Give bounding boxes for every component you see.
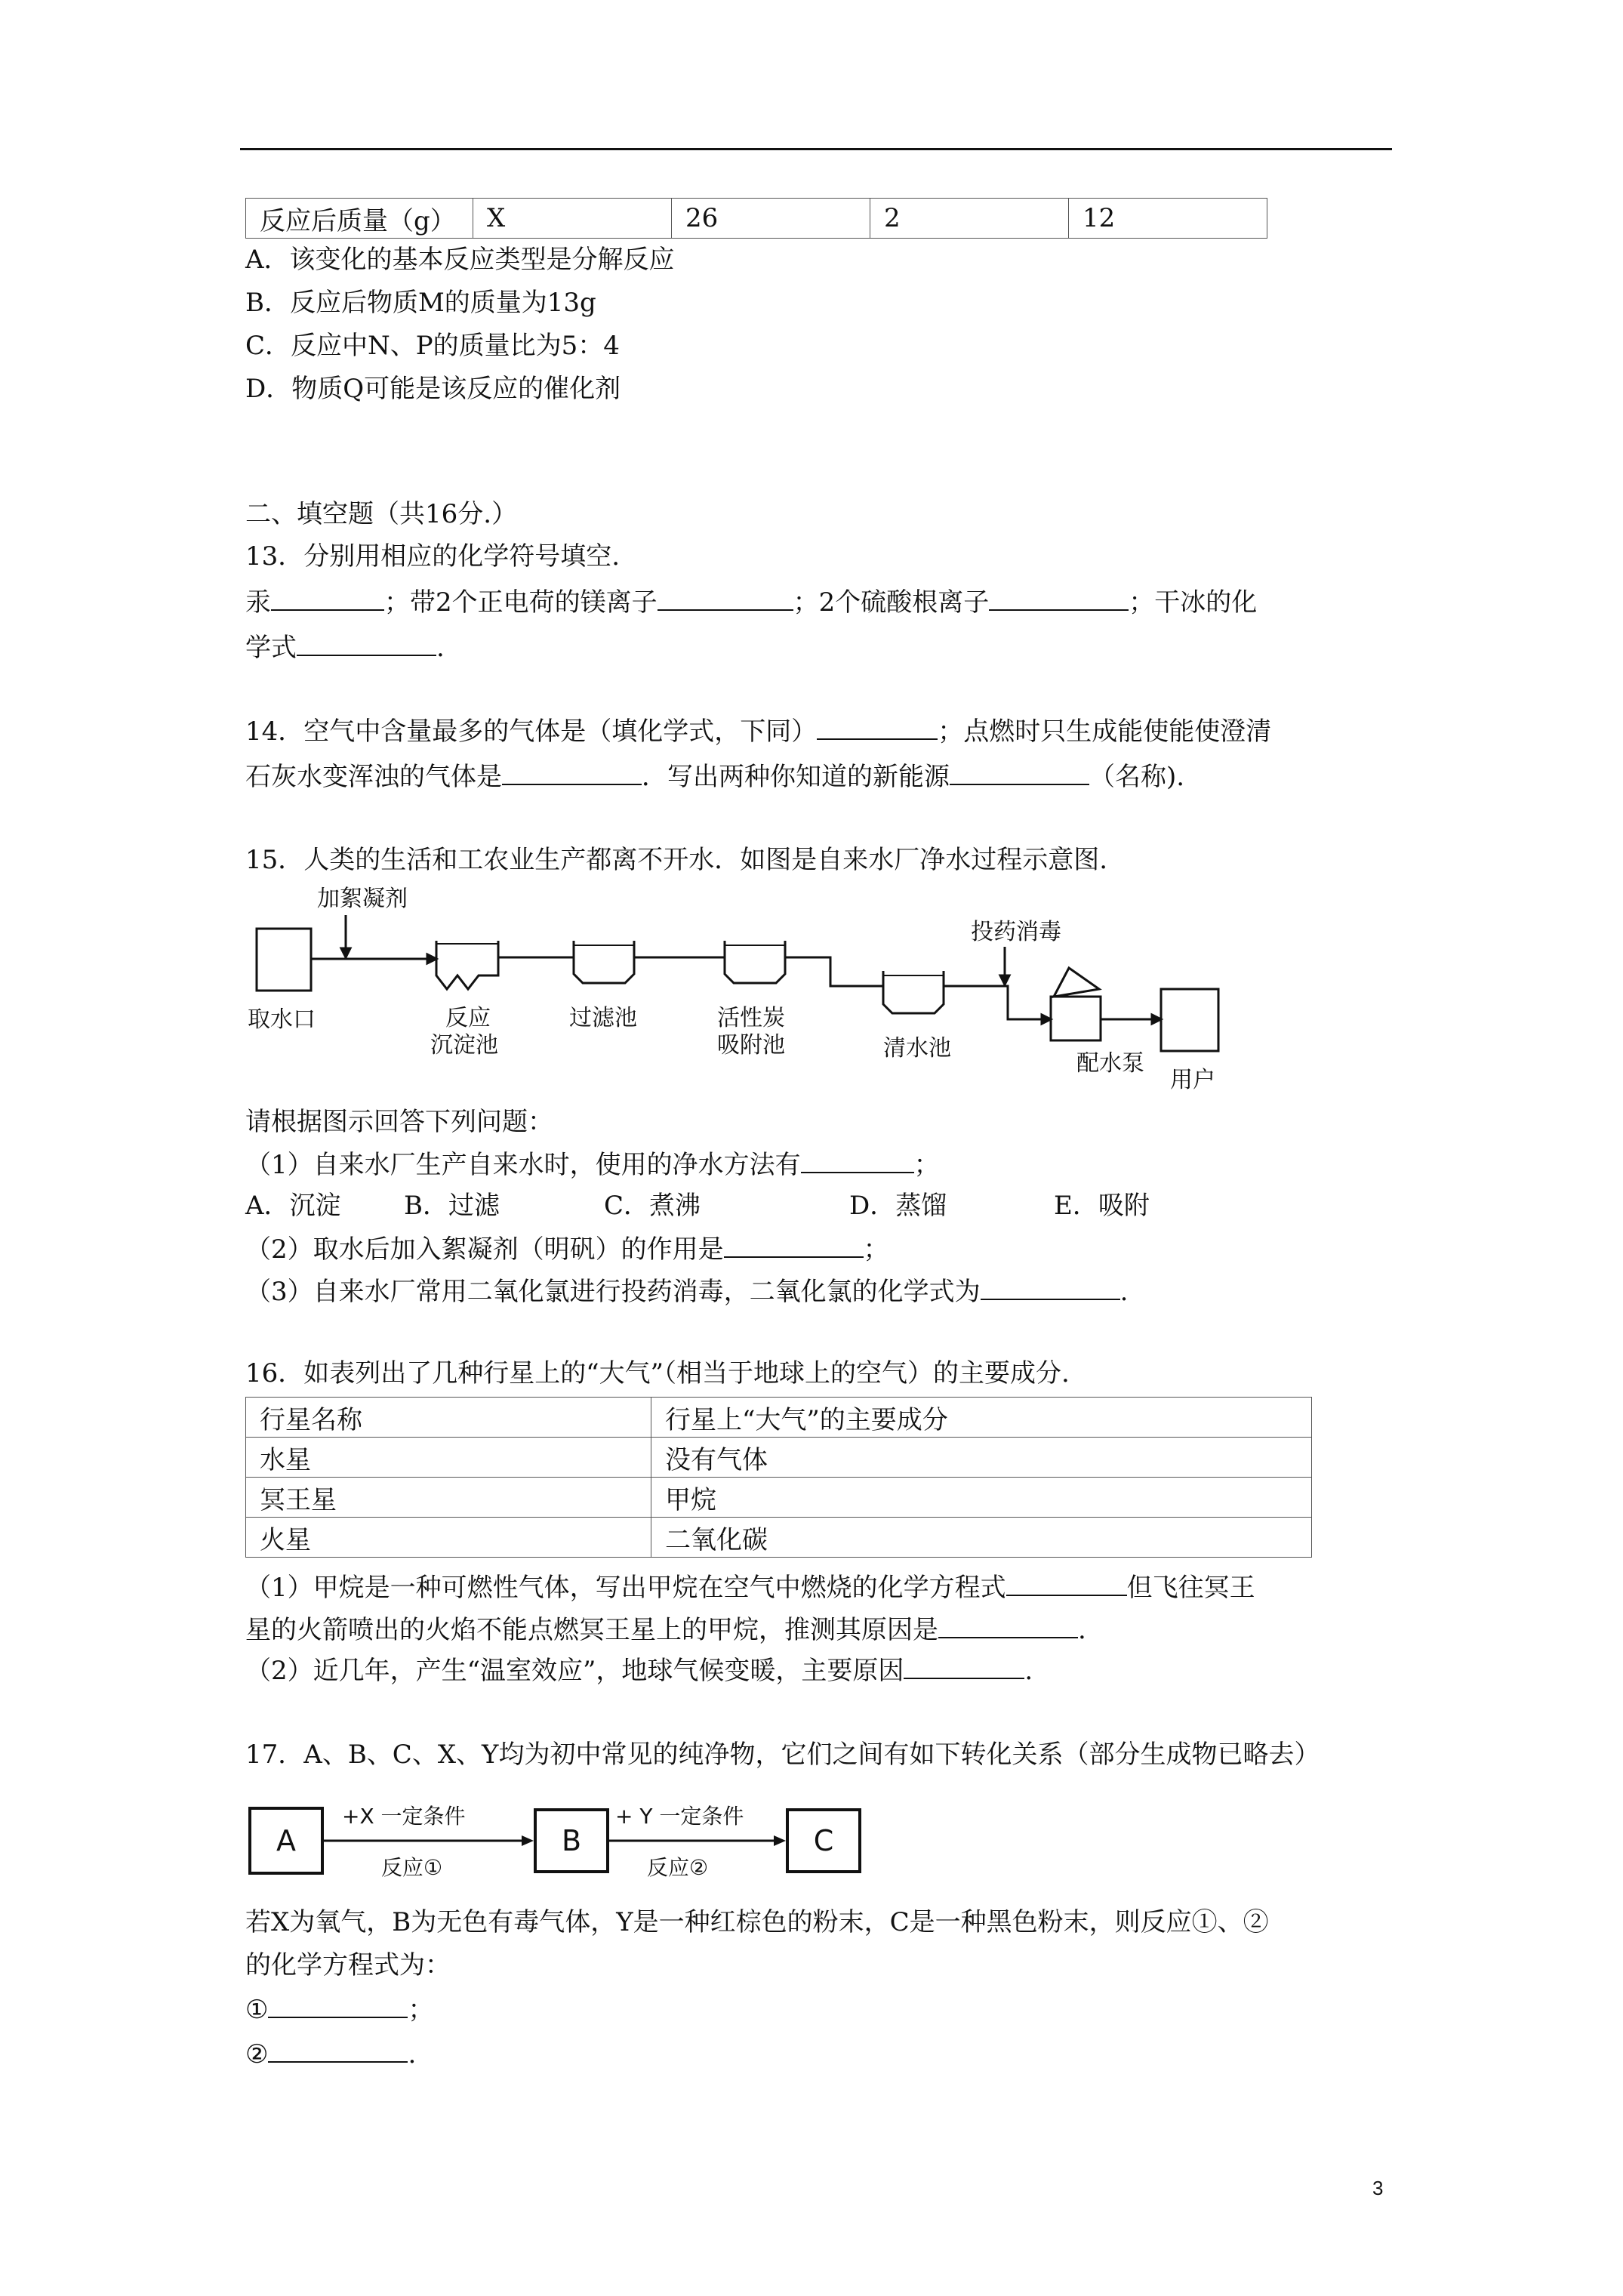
q13-text: 学式 — [245, 633, 297, 663]
q17-text: ① — [245, 1995, 269, 2025]
header-rule — [240, 148, 1392, 150]
q13-stem: 13．分别用相应的化学符号填空. — [245, 541, 621, 572]
table-cell: 行星上“大气”的主要成分 — [651, 1398, 1312, 1438]
table-cell: 行星名称 — [246, 1398, 651, 1438]
q16-text: . — [1078, 1615, 1086, 1645]
q15-p1 — [245, 1149, 940, 1180]
q15-p3 — [245, 1276, 1128, 1307]
table-cell: 26 — [672, 199, 870, 239]
q15-option-d: D．蒸馏 — [849, 1191, 947, 1221]
option-c: C．反应中N、P的质量比为5：4 — [245, 331, 620, 361]
arrow1-bottom-label: 反应① — [381, 1855, 443, 1880]
answer-blank[interactable] — [950, 761, 1089, 785]
table-row — [246, 1518, 1312, 1558]
answer-blank[interactable] — [502, 761, 642, 785]
table-row — [246, 1478, 1312, 1518]
q16-p1-line2 — [245, 1614, 1086, 1645]
pump-top — [1054, 968, 1099, 997]
q13-text: 汞 — [245, 587, 271, 618]
intake-box — [257, 929, 311, 991]
answer-blank[interactable] — [297, 632, 436, 656]
answer-blank[interactable] — [817, 716, 938, 740]
q16-text: （1）甲烷是一种可燃性气体，写出甲烷在空气中燃烧的化学方程式 — [245, 1573, 1006, 1603]
answer-blank[interactable] — [981, 1276, 1120, 1300]
label-disinfect: 投药消毒 — [971, 919, 1061, 945]
q15-option-e: E．吸附 — [1054, 1191, 1150, 1221]
box-b-label: B — [561, 1824, 582, 1857]
arrow1-top-label: +X 一定条件 — [342, 1804, 466, 1829]
table-cell: 甲烷 — [651, 1478, 1312, 1518]
q14-text: 14．空气中含量最多的气体是（填化学式，下同） — [245, 717, 818, 747]
reaction-tank — [436, 941, 498, 989]
table-row — [246, 199, 1267, 239]
option-a: A．该变化的基本反应类型是分解反应 — [245, 245, 675, 275]
q16-p1-line1 — [245, 1572, 1255, 1603]
user-box — [1161, 989, 1218, 1051]
label-filter: 过滤池 — [569, 1005, 637, 1031]
option-b: B．反应后物质M的质量为13g — [245, 288, 596, 318]
table-cell: 二氧化碳 — [651, 1518, 1312, 1558]
q14-text: （名称). — [1089, 762, 1185, 792]
q15-option-c: C．煮沸 — [604, 1191, 701, 1221]
q16-p2 — [245, 1655, 1033, 1686]
q15-option-a: A．沉淀 — [245, 1191, 341, 1221]
carbon-tank — [725, 941, 785, 983]
q17-answer2 — [245, 2039, 416, 2069]
answer-blank[interactable] — [801, 1149, 914, 1173]
q16-text: （2）近几年，产生“温室效应”，地球气候变暖，主要原因 — [245, 1656, 904, 1686]
answer-blank[interactable] — [268, 2039, 408, 2063]
table-row — [246, 1398, 1312, 1438]
table-cell: 火星 — [246, 1518, 651, 1558]
q13-text: . — [436, 633, 445, 663]
clear-water-tank — [883, 971, 944, 1013]
label-intake: 取水口 — [248, 1006, 316, 1033]
q17-answer1 — [245, 1994, 433, 2025]
q13-text: ；2个硫酸根离子 — [793, 587, 990, 618]
label-clear: 清水池 — [883, 1035, 951, 1062]
label-carbon-1: 活性炭 — [717, 1005, 785, 1031]
page-number: 3 — [1372, 2177, 1384, 2199]
q17-text: ； — [408, 1995, 434, 2025]
q15-text: . — [1119, 1277, 1129, 1307]
answer-blank[interactable] — [938, 1614, 1078, 1638]
label-coagulant: 加絮凝剂 — [317, 886, 408, 912]
label-reaction-2: 沉淀池 — [430, 1032, 498, 1059]
q17-line2: 的化学方程式为： — [245, 1950, 451, 1980]
answer-blank[interactable] — [1006, 1572, 1127, 1596]
q15-prompt: 请根据图示回答下列问题： — [245, 1107, 553, 1137]
label-reaction-1: 反应 — [445, 1005, 491, 1031]
answer-blank[interactable] — [989, 587, 1129, 611]
q16-text: 但飞往冥王 — [1126, 1573, 1255, 1603]
box-c-label: C — [813, 1824, 834, 1857]
q14-text: 石灰水变浑浊的气体是 — [245, 762, 502, 792]
q17-text: . — [408, 2039, 417, 2069]
answer-blank[interactable] — [904, 1655, 1024, 1679]
table-cell: 水星 — [246, 1438, 651, 1478]
table-cell: 反应后质量（g） — [246, 199, 473, 239]
q17-line1: 若X为氧气，B为无色有毒气体，Y是一种红棕色的粉末，C是一种黑色粉末，则反应①、② — [245, 1907, 1269, 1937]
table-cell: 2 — [870, 199, 1069, 239]
q15-stem: 15．人类的生活和工农业生产都离不开水．如图是自来水厂净水过程示意图. — [245, 845, 1108, 875]
q16-text: 星的火箭喷出的火焰不能点燃冥王星上的甲烷，推测其原因是 — [245, 1615, 938, 1645]
table-cell: X — [473, 199, 672, 239]
arrow2-bottom-label: 反应② — [647, 1855, 709, 1880]
q14-text: ．写出两种你知道的新能源 — [642, 762, 950, 792]
q15-text: （3）自来水厂常用二氧化氯进行投药消毒，二氧化氯的化学式为 — [245, 1277, 981, 1307]
filter-tank — [574, 941, 634, 983]
q16-stem: 16．如表列出了几种行星上的“大气”（相当于地球上的空气）的主要成分. — [245, 1358, 1070, 1388]
label-user: 用户 — [1170, 1067, 1215, 1093]
q15-text: （2）取水后加入絮凝剂（明矾）的作用是 — [245, 1234, 724, 1265]
table-cell: 12 — [1069, 199, 1267, 239]
q13-text: ；带2个正电荷的镁离子 — [384, 587, 658, 618]
q13-line1 — [245, 587, 1257, 618]
q15-p2 — [245, 1234, 889, 1265]
q13-text: ；干冰的化 — [1129, 587, 1258, 618]
q14-line1 — [245, 716, 1271, 747]
option-d: D．物质Q可能是该反应的催化剂 — [245, 374, 621, 404]
box-a-label: A — [276, 1824, 296, 1857]
q15-text: ； — [863, 1234, 889, 1265]
q14-text: ；点燃时只生成能使能使澄清 — [938, 717, 1272, 747]
conversion-diagram — [245, 1786, 864, 1888]
q15-text: （1）自来水厂生产自来水时，使用的净水方法有 — [245, 1150, 801, 1180]
planet-atmosphere-table — [245, 1397, 1312, 1558]
answer-blank[interactable] — [724, 1234, 864, 1258]
table-row — [246, 1438, 1312, 1478]
arrow2-top-label: + Y 一定条件 — [615, 1804, 744, 1829]
label-pump: 配水泵 — [1076, 1050, 1144, 1077]
q17-stem: 17．A、B、C、X、Y均为初中常见的纯净物，它们之间有如下转化关系（部分生成物已略去） — [245, 1740, 1320, 1770]
table-cell: 冥王星 — [246, 1478, 651, 1518]
q15-option-b: B．过滤 — [404, 1191, 500, 1221]
pump-box — [1051, 997, 1101, 1040]
section-title: 二、填空题（共16分.） — [245, 499, 518, 529]
q13-line2 — [245, 632, 445, 663]
q17-text: ② — [245, 2039, 269, 2069]
answer-blank[interactable] — [658, 587, 793, 611]
q16-text: . — [1024, 1656, 1033, 1686]
answer-blank[interactable] — [268, 1994, 408, 2018]
label-carbon-2: 吸附池 — [717, 1032, 785, 1059]
water-treatment-diagram — [242, 883, 1329, 1099]
q14-line2 — [245, 761, 1184, 792]
answer-blank[interactable] — [271, 587, 384, 611]
mass-after-table — [245, 198, 1267, 239]
table-cell: 没有气体 — [651, 1438, 1312, 1478]
q15-text: ； — [913, 1150, 940, 1180]
